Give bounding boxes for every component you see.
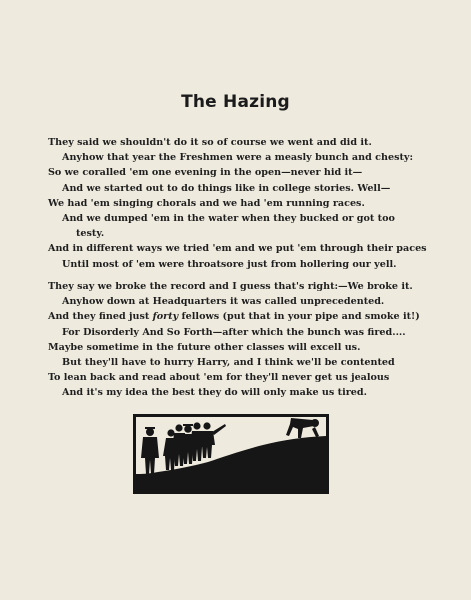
poem-line: For Disorderly And So Forth—after which the bunch was fired.... — [62, 326, 406, 338]
poem-line — [48, 309, 448, 324]
silhouette-hazing-scene-icon — [133, 414, 329, 494]
poem-stanza-1 — [48, 135, 448, 272]
poem-line: And in different ways we tried 'em and we put 'em through their paces — [48, 243, 427, 255]
poem-line: But they'll have to hurry Harry, and I think we'll be contented — [62, 357, 395, 369]
poem-line: They say we broke the record and I guess that's right:—We broke it. — [48, 281, 413, 292]
poem-line: Anyhow down at Headquarters it was called unprecedented. — [62, 296, 385, 308]
poem-line: testy. — [76, 228, 105, 240]
poem-line: They said we shouldn't do it so of course we went and did it. — [48, 137, 372, 148]
poem-line: So we coralled 'em one evening in the open—never hid it— — [48, 167, 363, 179]
poem-line: To lean back and read about 'em for they'll never get us jealous — [48, 372, 390, 384]
poem-line-text: And they fined just — [48, 311, 153, 323]
page-title: The Hazing — [181, 92, 290, 112]
poem-line: Maybe sometime in the future other classes will excell us. — [48, 341, 361, 353]
poem-line-text: fellows (put that in your pipe and smoke it!) — [178, 311, 420, 323]
poem-line: And we started out to do things like in college stories. Well— — [62, 182, 391, 194]
poem-line: We had 'em singing chorals and we had 'em running races. — [48, 197, 365, 209]
poem-line: Until most of 'em were throatsore just from hollering our yell. — [62, 258, 397, 270]
poem-stanza-2 — [48, 279, 448, 401]
poem-line: And we dumped 'em in the water when they bucked or got too — [62, 213, 395, 225]
poem-line: And it's my idea the best they do will only make us tired. — [62, 387, 367, 399]
poem-line: Anyhow that year the Freshmen were a measly bunch and chesty: — [62, 152, 414, 164]
poem-line-emphasis: forty — [152, 311, 179, 323]
